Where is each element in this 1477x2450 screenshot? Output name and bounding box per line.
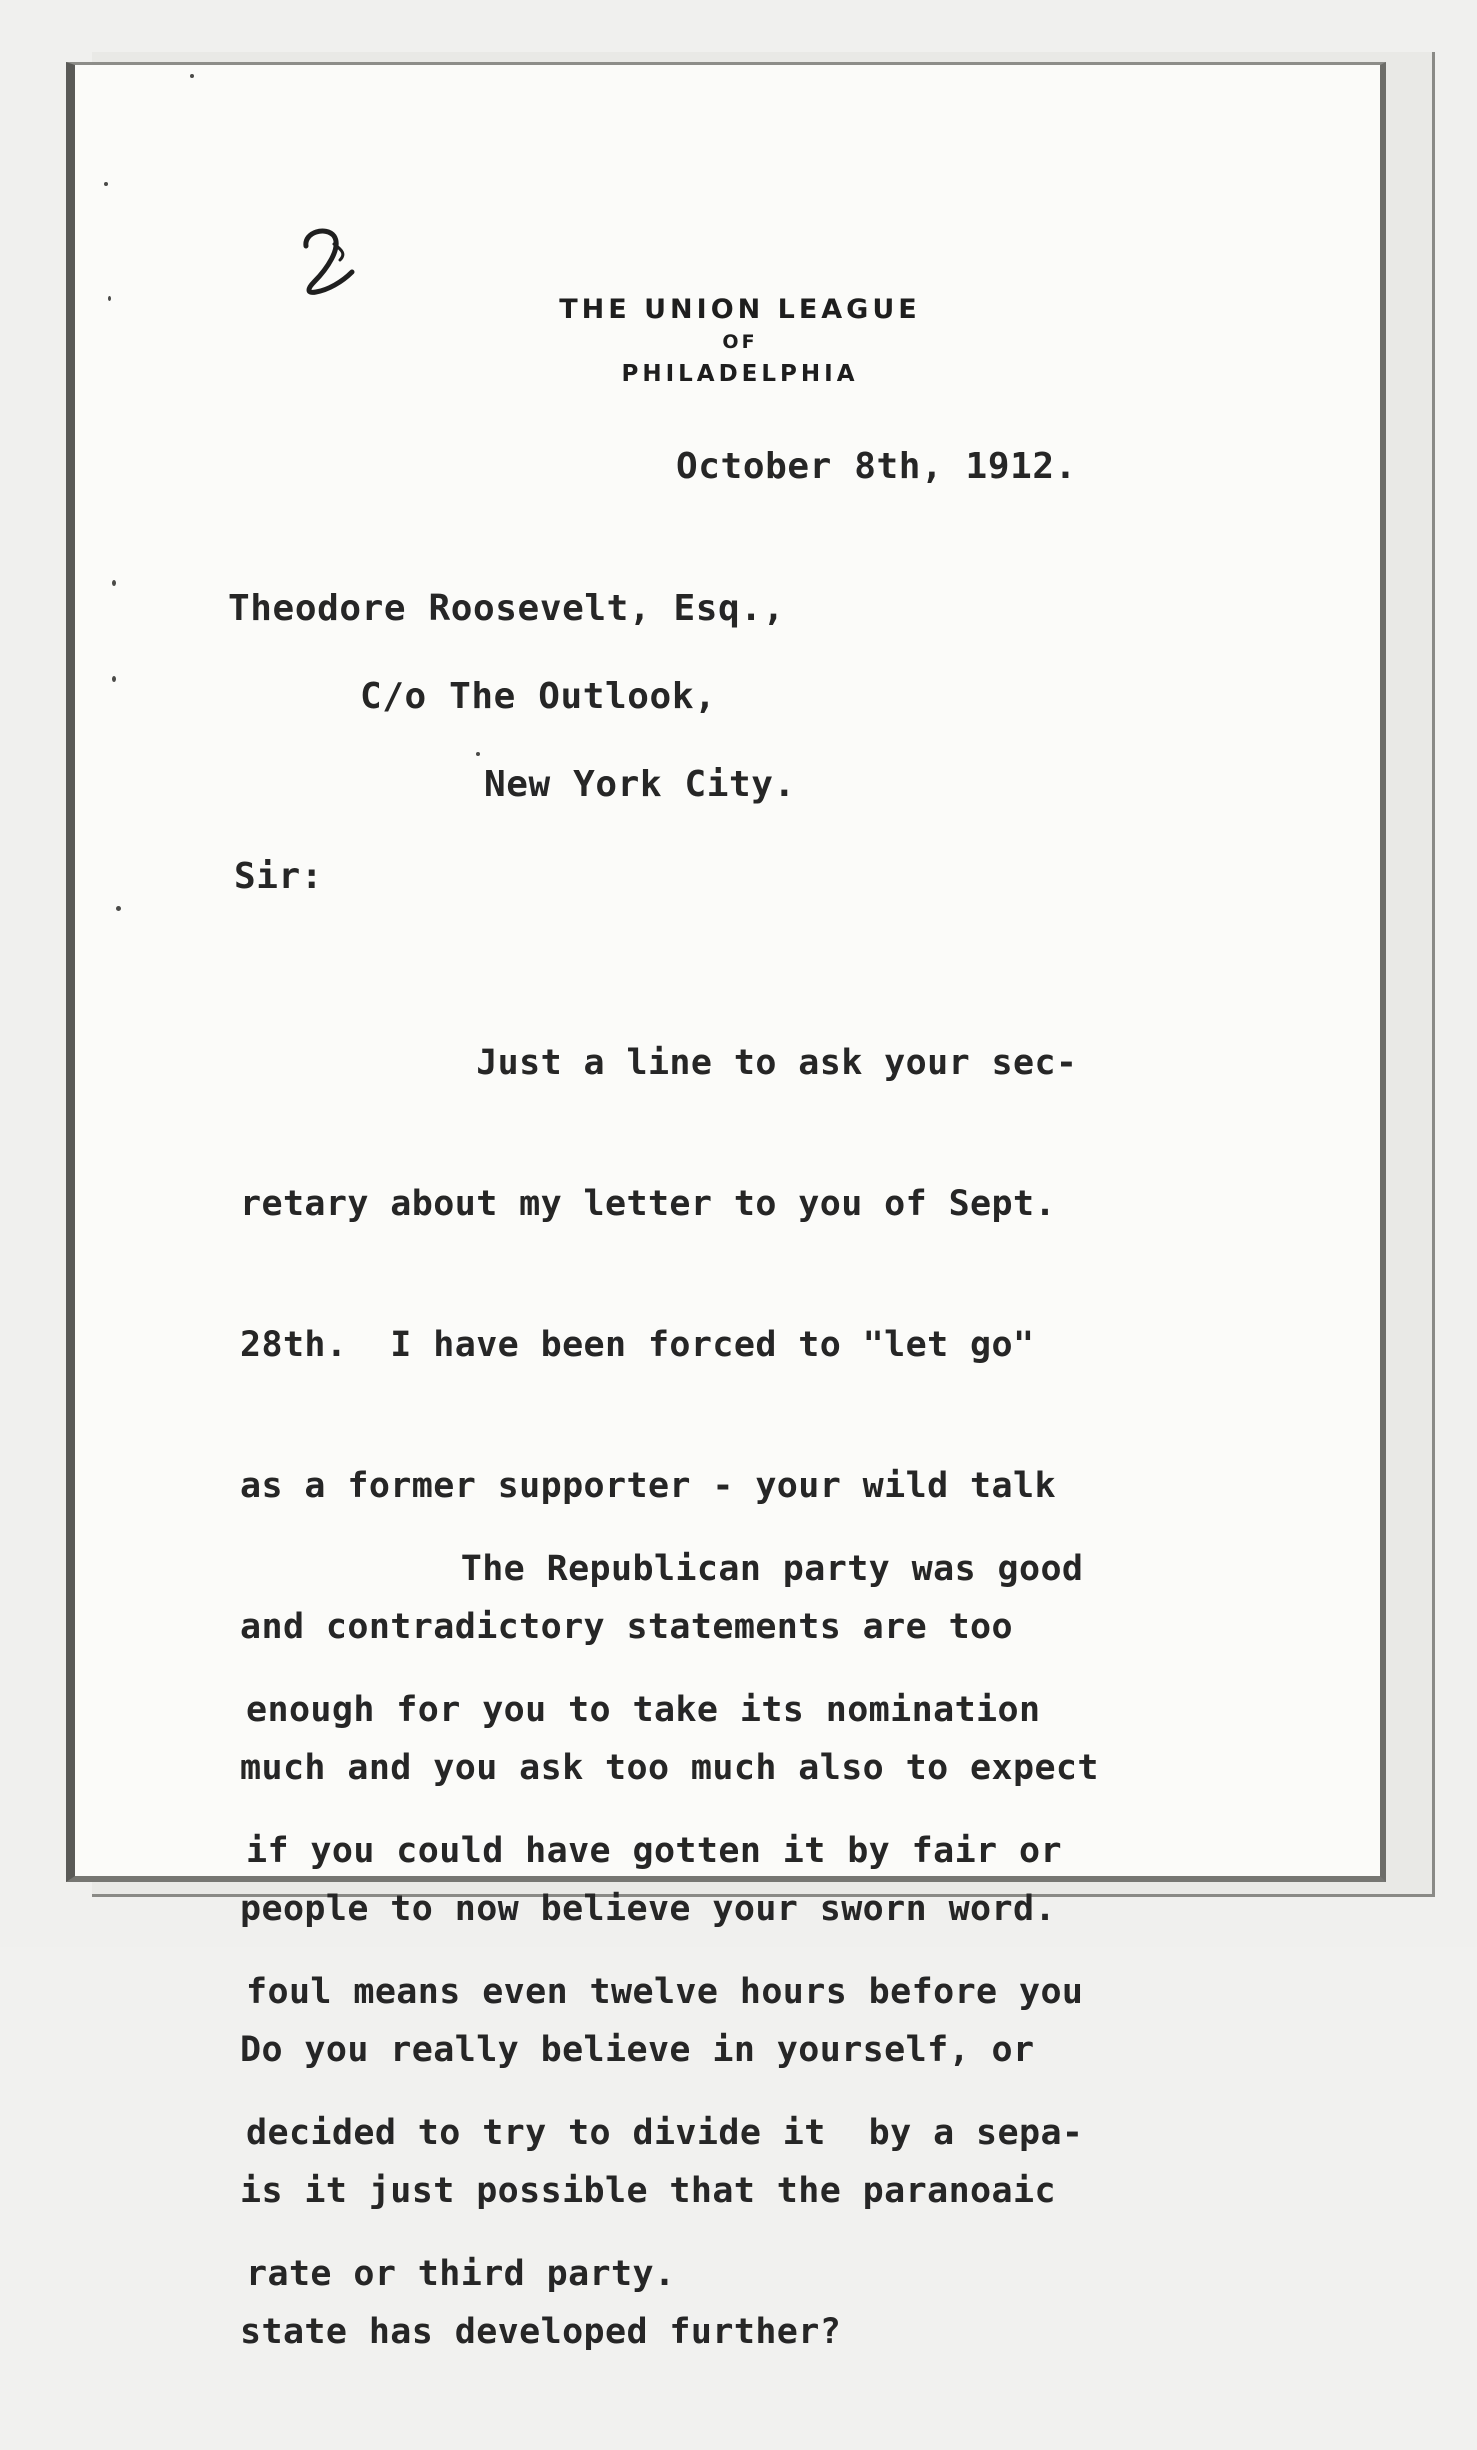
- paragraph-line: much and you ask too much also to expect: [240, 1748, 1099, 1788]
- paragraph-line: and contradictory statements are too: [240, 1607, 1013, 1647]
- scan-speck: [112, 676, 116, 682]
- scan-speck: [108, 296, 111, 301]
- letterhead-of: OF: [722, 331, 758, 353]
- recipient-city: New York City.: [484, 764, 796, 805]
- paragraph-line: foul means even twelve hours before you: [246, 1972, 1084, 2012]
- recipient-name: Theodore Roosevelt, Esq.,: [228, 588, 785, 629]
- paragraph-line: 28th. I have been forced to "let go": [240, 1325, 1035, 1365]
- paragraph-line: decided to try to divide it by a sepa-: [246, 2113, 1084, 2153]
- recipient-care-of: C/o The Outlook,: [360, 676, 717, 717]
- scan-speck: [104, 182, 108, 186]
- scan-speck: [476, 752, 480, 756]
- paragraph-line: people to now believe your sworn word.: [240, 1889, 1056, 1929]
- scan-speck: [116, 906, 121, 911]
- letterhead: [480, 290, 1000, 394]
- salutation: Sir:: [234, 856, 324, 897]
- paragraph-line: retary about my letter to you of Sept.: [240, 1184, 1056, 1224]
- scan-speck: [112, 580, 116, 586]
- paragraph-line: state has developed further?: [240, 2312, 842, 2352]
- scan-speck: [190, 74, 194, 78]
- letter-date: October 8th, 1912.: [676, 446, 1077, 487]
- paragraph-line: rate or third party.: [246, 2254, 676, 2294]
- paragraph-line: if you could have gotten it by fair or: [246, 1831, 1062, 1871]
- paragraph-line: enough for you to take its nomination: [246, 1690, 1041, 1730]
- letterhead-organization: THE UNION LEAGUE: [559, 294, 921, 325]
- paragraph-line: Do you really believe in yourself, or: [240, 2030, 1035, 2070]
- paragraph-line: The Republican party was good: [246, 1549, 1084, 1589]
- page-number-text: [300, 230, 338, 300]
- paragraph-line: Just a line to ask your sec-: [240, 1043, 1078, 1083]
- paragraph-line: is it just possible that the paranoaic: [240, 2171, 1056, 2211]
- letterhead-city: PHILADELPHIA: [621, 361, 859, 387]
- body-paragraph-2: [246, 1452, 1083, 2392]
- paragraph-line: as a former supporter - your wild talk: [240, 1466, 1056, 1506]
